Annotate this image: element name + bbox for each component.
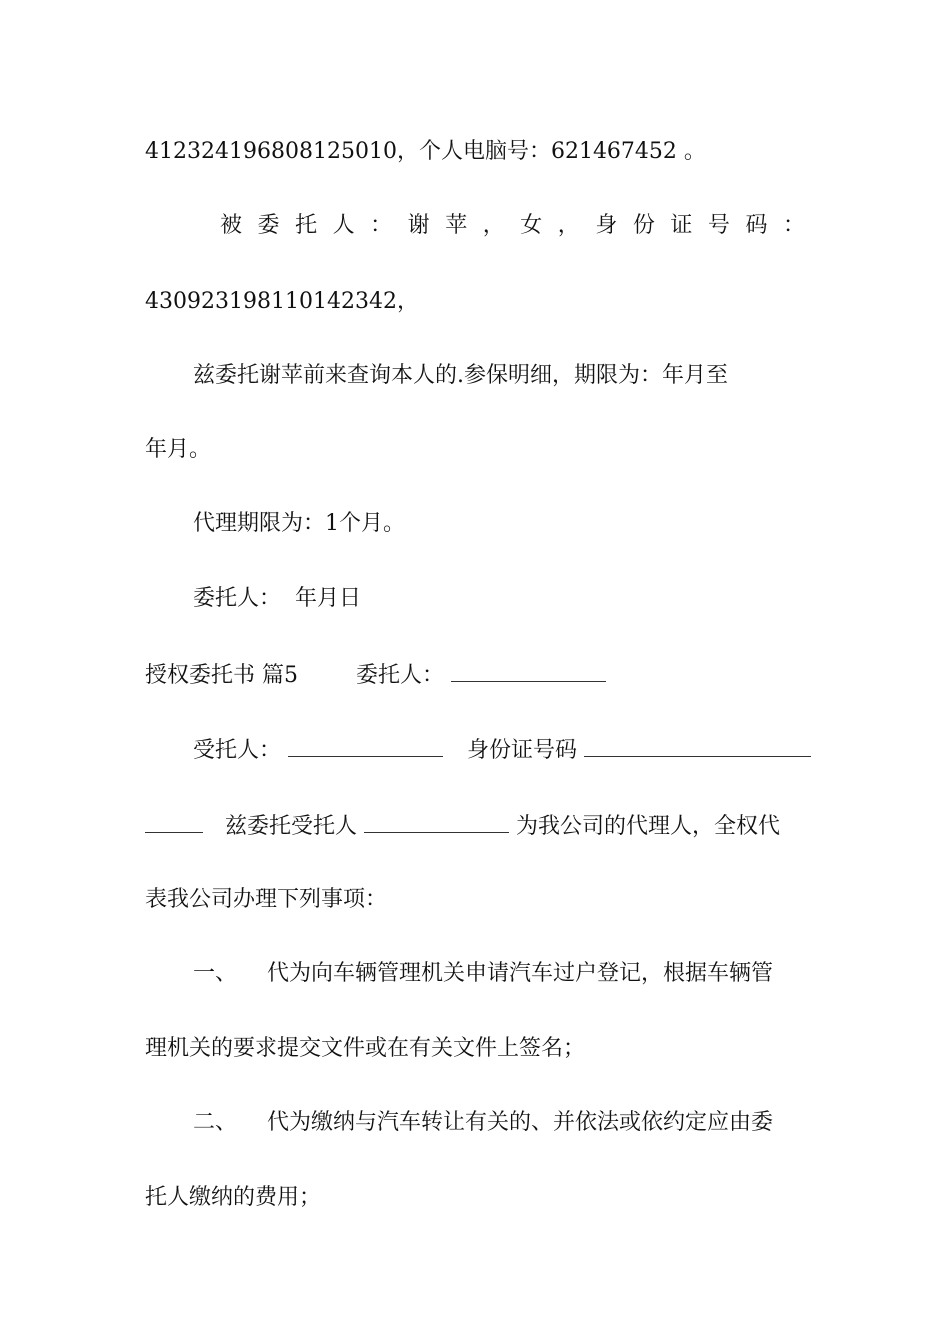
item-one-text: 代为向车辆管理机关申请汽车过户登记，根据车辆管 — [267, 961, 774, 986]
matters-text: 表我公司办理下列事项： — [145, 887, 388, 912]
trustee-line-char: 证 — [670, 213, 693, 238]
trustee-line-char: 码 — [745, 213, 768, 238]
trustee-line-char: 谢 — [407, 213, 430, 238]
item-two-cont-text: 托人缴纳的费用； — [145, 1185, 322, 1210]
trustee-blank-line — [193, 734, 805, 764]
delegate-name-blank — [364, 810, 509, 833]
item-one-line — [193, 959, 805, 989]
item-one-cont-text: 理机关的要求提交文件或在有关文件上签名； — [145, 1036, 586, 1061]
principal-date-line — [193, 584, 805, 614]
id-number-blank — [584, 734, 811, 757]
section-title-line — [145, 659, 805, 689]
trustee-id-text: 430923198110142342， — [145, 289, 419, 314]
authorization-line — [193, 361, 805, 391]
trustee-line-char: ， — [482, 213, 505, 238]
trustee-line-char: 女 — [520, 213, 543, 238]
delegate-line — [145, 810, 805, 840]
id-number-line — [145, 137, 805, 167]
item-two-number: 二、 — [193, 1110, 238, 1135]
id-number-blank-cont — [145, 810, 203, 833]
trustee-line-char: ： — [782, 213, 805, 238]
trustee-id-line — [145, 287, 805, 317]
item-one-cont-line — [145, 1034, 805, 1064]
agency-period-line — [193, 509, 805, 539]
item-two-text: 代为缴纳与汽车转让有关的、并依法或依约定应由委 — [267, 1110, 774, 1135]
principal-date-text: 委托人： 年月日 — [193, 586, 361, 611]
item-one-number: 一、 — [193, 961, 238, 986]
trustee-line-char: 委 — [257, 213, 280, 238]
section-title: 授权委托书 篇5 — [145, 663, 298, 688]
matters-line — [145, 885, 805, 915]
agency-period-text: 代理期限为：1个月。 — [193, 511, 405, 536]
period-end-text: 年月。 — [145, 437, 212, 462]
item-two-cont-line — [145, 1183, 805, 1213]
trustee-line — [220, 211, 805, 241]
principal-label: 委托人： — [356, 663, 445, 688]
trustee-name-blank — [288, 734, 443, 757]
id-number-label: 身份证号码 — [467, 738, 578, 763]
trustee-line-char: ： — [370, 213, 393, 238]
trustee-line-char: 托 — [295, 213, 318, 238]
trustee-line-char: 份 — [632, 213, 655, 238]
trustee-line-char: ， — [557, 213, 580, 238]
trustee-line-char: 苹 — [445, 213, 468, 238]
trustee-line-char: 号 — [707, 213, 730, 238]
trustee-line-char: 被 — [220, 213, 243, 238]
principal-blank — [451, 659, 606, 682]
trustee-line-char: 人 — [332, 213, 355, 238]
period-end-line — [145, 435, 805, 465]
id-number-text: 412324196808125010，个人电脑号：621467452 。 — [145, 139, 706, 164]
delegate-text-1: 兹委托受托人 — [225, 814, 358, 839]
item-two-line — [193, 1108, 805, 1138]
trustee-line-char: 身 — [595, 213, 618, 238]
trustee-label: 受托人： — [193, 738, 282, 763]
authorization-text: 兹委托谢苹前来查询本人的.参保明细，期限为：年月至 — [193, 363, 728, 388]
delegate-text-2: 为我公司的代理人，全权代 — [516, 814, 781, 839]
